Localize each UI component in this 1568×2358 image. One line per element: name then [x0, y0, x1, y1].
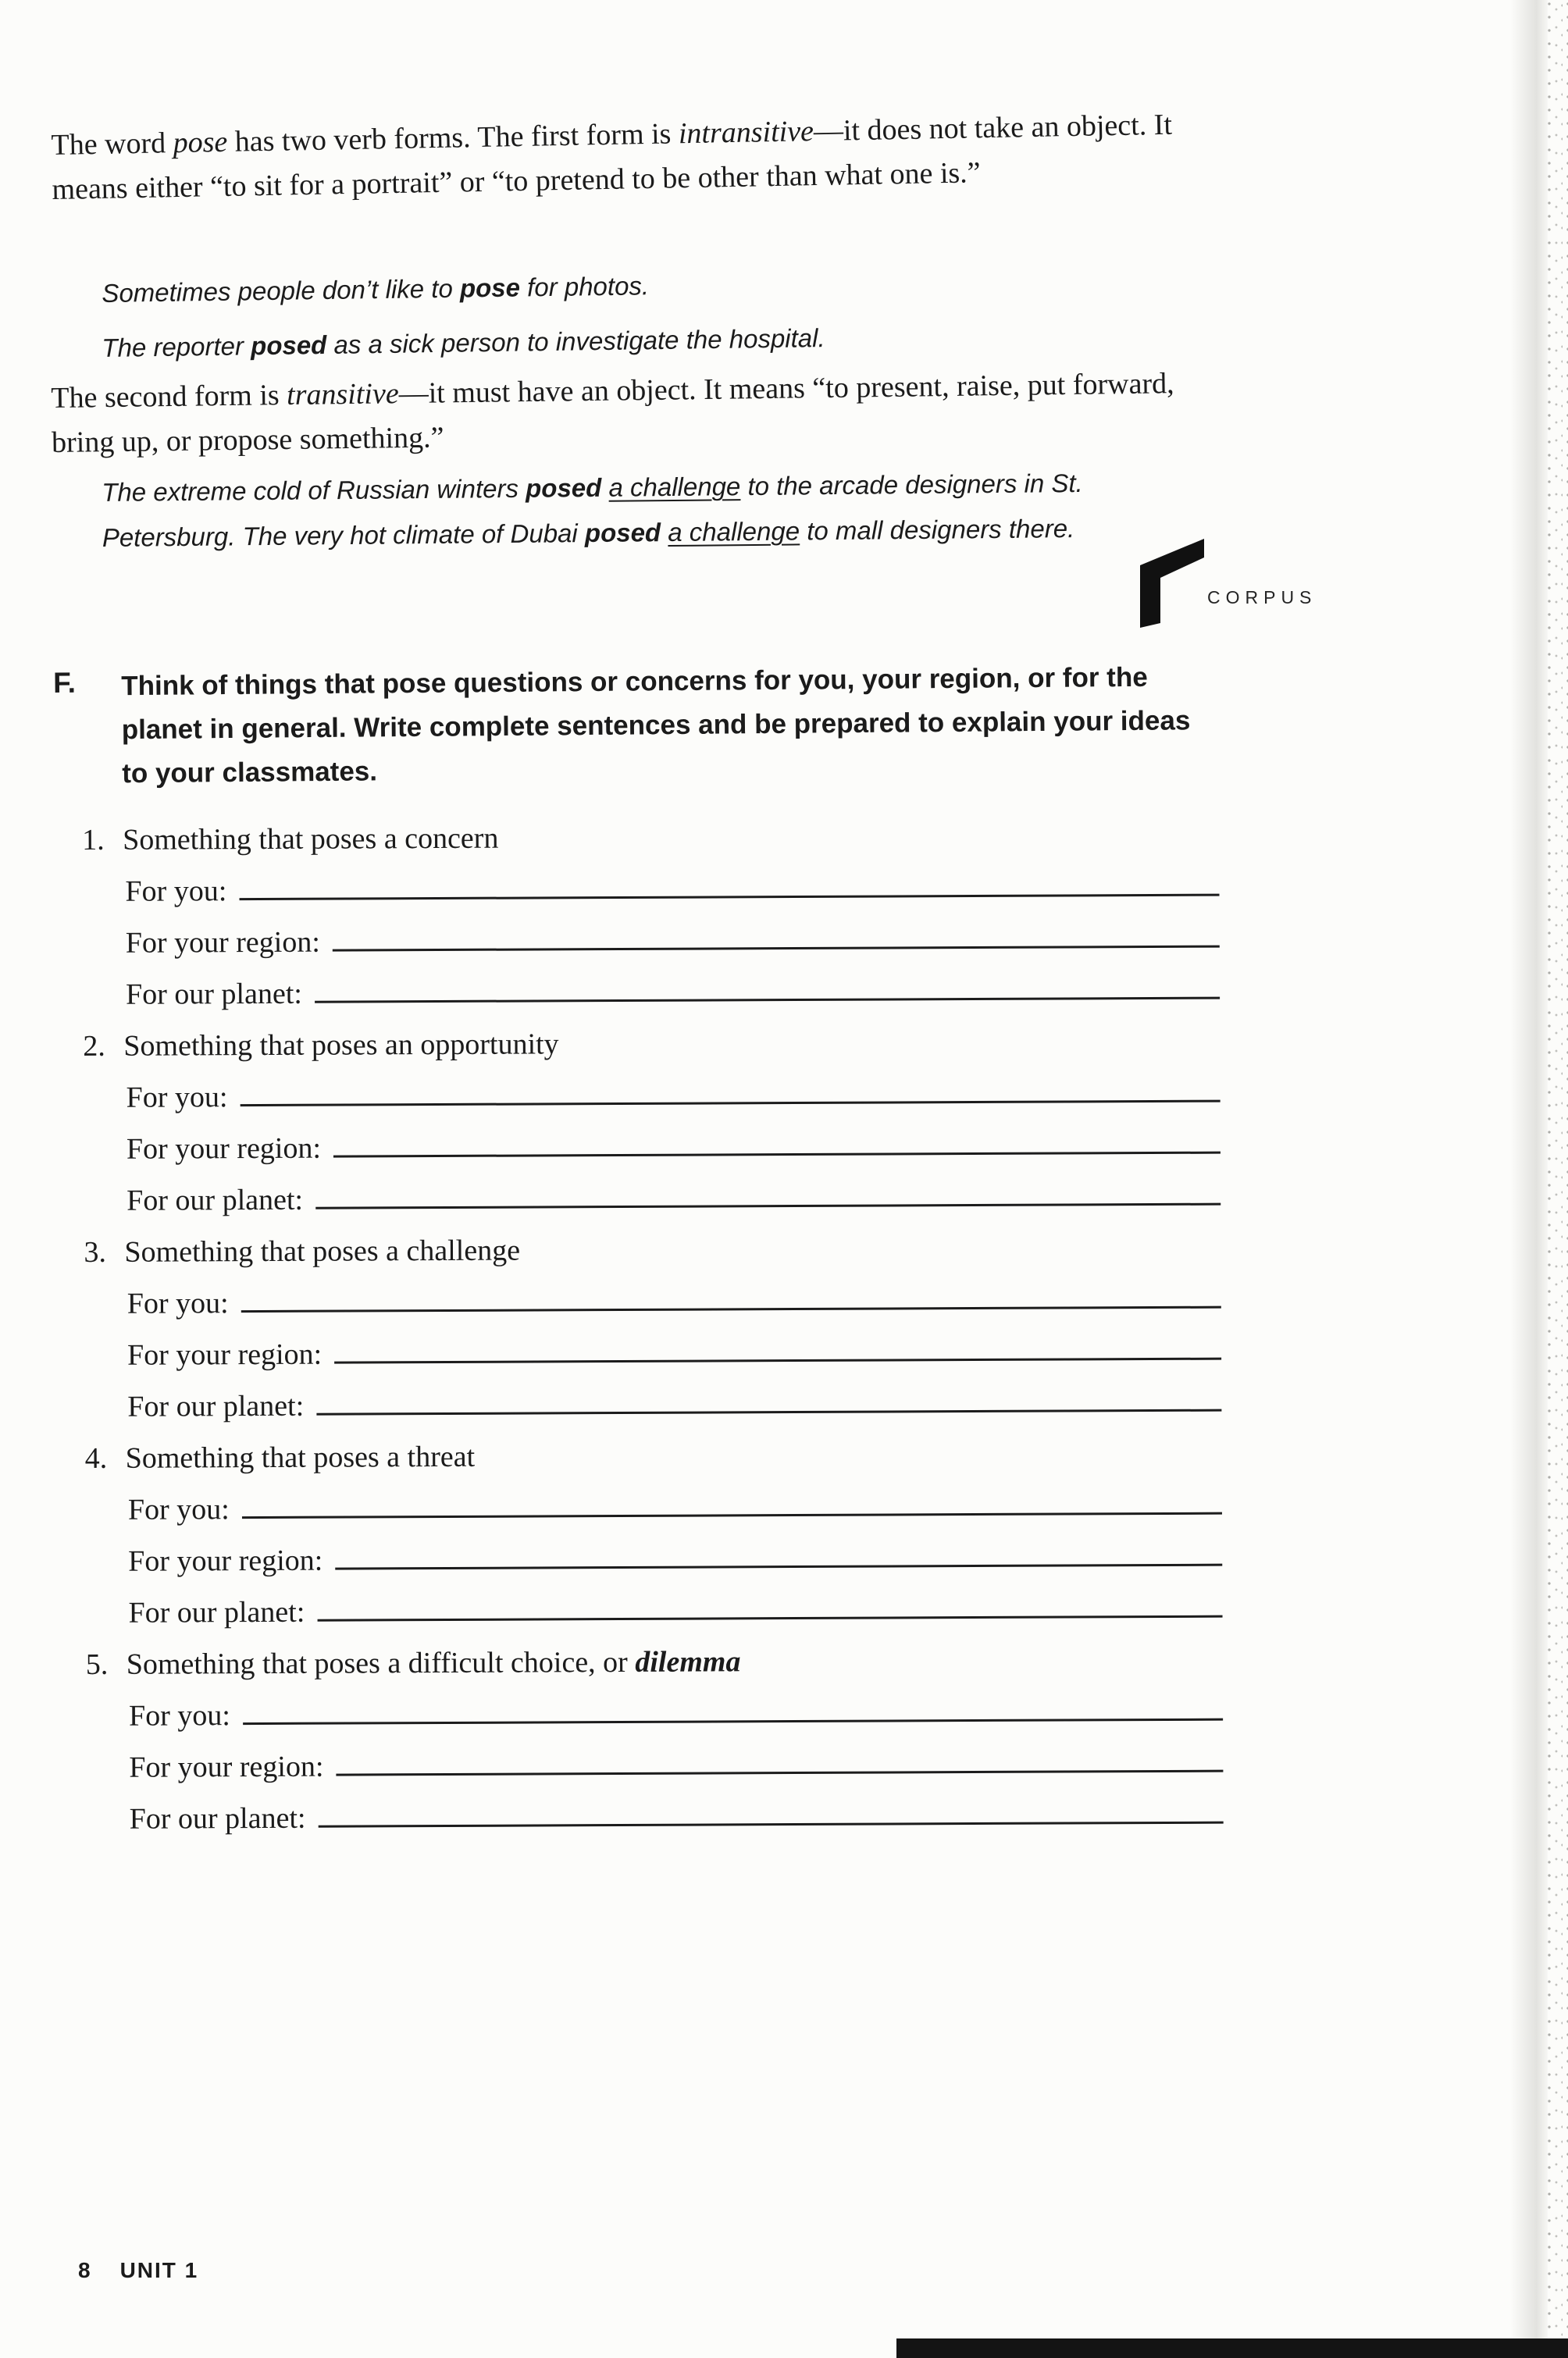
row-label: For our planet:: [127, 1183, 304, 1217]
item-number: 2.: [83, 1029, 105, 1063]
scan-bottom-bar: [896, 2338, 1568, 2358]
exercise-item-1: [82, 801, 1223, 1012]
fill-row: [126, 1059, 1223, 1115]
fill-row: [127, 1110, 1224, 1167]
text-run: Something that poses a difficult choice, or: [126, 1645, 636, 1681]
text-run: to mall designers there.: [799, 514, 1075, 546]
text-run: has two verb forms. The first form is: [226, 117, 679, 159]
term-dilemma: dilemma: [635, 1645, 741, 1679]
fill-row: [128, 1471, 1225, 1527]
fill-row: [129, 1677, 1226, 1733]
row-label: For you:: [128, 1699, 231, 1733]
row-label: For our planet:: [129, 1801, 306, 1836]
fill-row: [127, 1368, 1224, 1424]
fill-row: [129, 1780, 1226, 1836]
keyword-posed: posed: [584, 518, 661, 548]
page-footer: [78, 2258, 198, 2283]
row-label: For you:: [127, 1287, 229, 1320]
exercise-item-4: [84, 1419, 1225, 1630]
text-run: The reporter: [102, 331, 251, 362]
text-run: The word: [51, 126, 174, 162]
fill-in-line: [315, 996, 1220, 1003]
row-label: For your region:: [128, 1544, 323, 1578]
item-number: 1.: [82, 823, 105, 857]
fill-row: [128, 1523, 1225, 1579]
item-title-text: Something that poses a threat: [125, 1440, 476, 1475]
row-label: For our planet:: [125, 977, 303, 1011]
item-number: 3.: [84, 1235, 107, 1269]
corpus-label: CORPUS: [1207, 587, 1317, 607]
fill-row: [127, 1265, 1224, 1321]
exercise-instructions: Think of things that pose questions or concerns for you, your region, or for the planet in general. Write complete sentences and be prepared to explain your ideas to your classmates.: [121, 661, 1191, 789]
fill-in-line: [333, 945, 1220, 952]
term-transitive: transitive: [286, 377, 399, 412]
text-run: for photos.: [519, 271, 650, 302]
fill-row: [127, 1162, 1224, 1218]
fill-row: [129, 1729, 1226, 1785]
scan-edge-shadow: [1510, 0, 1548, 2358]
fill-row: [125, 853, 1222, 909]
text-run: The second form is: [51, 379, 287, 415]
text-run: Sometimes people don’t like to: [102, 273, 461, 308]
intro-paragraph-1: [51, 102, 1206, 212]
fill-in-line: [335, 1563, 1222, 1570]
fill-in-line: [241, 1305, 1221, 1313]
text-run: —it does not take an object. It means either “to sit for a portrait” or “to pretend to be other than what one is.”: [52, 108, 1173, 206]
item-title: [86, 1626, 1226, 1682]
keyword-pose: pose: [459, 272, 521, 303]
row-label: For your region:: [127, 1338, 323, 1372]
text-run: as a sick person to investigate the hospital.: [326, 323, 825, 359]
row-label: For you:: [127, 1493, 230, 1526]
fill-in-line: [319, 1821, 1224, 1828]
intro-paragraph-2: [51, 362, 1185, 465]
text-run: —it must have an object. It means “to present, raise, put forward, bring up, or propose something.”: [51, 367, 1174, 459]
item-title-text: Something that poses an opportunity: [123, 1028, 559, 1063]
text-run: The extreme cold of Russian winters: [102, 473, 526, 507]
example-sentence-2: [102, 309, 1274, 371]
item-title: [83, 1007, 1223, 1063]
fill-in-line: [315, 1202, 1221, 1209]
term-intransitive: intransitive: [678, 115, 814, 151]
row-label: For your region:: [129, 1750, 324, 1784]
exercise-item-3: [84, 1213, 1224, 1424]
fill-in-line: [243, 1718, 1223, 1725]
example-sentence-3: [102, 460, 1141, 561]
row-label: For you:: [126, 1081, 228, 1114]
fill-in-line: [317, 1615, 1222, 1622]
example-sentence-1: [102, 255, 1274, 316]
exercise-list: [82, 801, 1227, 1836]
row-label: For your region:: [125, 925, 320, 960]
scan-edge-speckle: [1546, 0, 1568, 2358]
fill-in-line: [242, 1512, 1222, 1519]
item-title: [84, 1213, 1224, 1270]
row-label: For our planet:: [127, 1389, 305, 1423]
underlined-phrase: a challenge: [608, 472, 741, 502]
row-label: For you:: [125, 874, 227, 908]
exercise-letter: F.: [53, 666, 77, 699]
keyword-posed: posed: [525, 472, 602, 503]
fill-in-line: [241, 1099, 1221, 1106]
exercise-f-header: [53, 655, 1210, 796]
item-title-text: [127, 1644, 741, 1681]
exercise-item-5: [86, 1626, 1227, 1836]
term-pose: pose: [173, 125, 228, 160]
fill-in-line: [334, 1357, 1221, 1364]
fill-in-line: [239, 893, 1219, 900]
unit-label: UNIT 1: [119, 2258, 199, 2282]
text-run: to the arcade designers in St. Petersburg. The very hot climate of Dubai: [102, 468, 1083, 552]
row-label: For our planet:: [128, 1595, 305, 1630]
item-number: 4.: [84, 1441, 108, 1475]
corpus-flag-icon: [1134, 537, 1206, 628]
exercise-item-2: [83, 1007, 1224, 1218]
underlined-phrase: a challenge: [668, 516, 800, 547]
item-title: [84, 1419, 1224, 1476]
fill-in-line: [333, 1151, 1221, 1158]
fill-row: [128, 1574, 1225, 1630]
keyword-posed: posed: [250, 329, 327, 361]
page-number: 8: [78, 2258, 92, 2282]
row-label: For your region:: [126, 1131, 322, 1166]
fill-row: [126, 956, 1223, 1012]
fill-in-line: [316, 1409, 1221, 1416]
fill-in-line: [336, 1769, 1223, 1776]
fill-row: [127, 1316, 1224, 1373]
item-title-text: Something that poses a challenge: [124, 1234, 521, 1269]
fill-row: [126, 904, 1223, 960]
item-title-text: Something that poses a concern: [123, 821, 499, 857]
item-number: 5.: [85, 1647, 109, 1681]
item-title: [82, 801, 1222, 857]
